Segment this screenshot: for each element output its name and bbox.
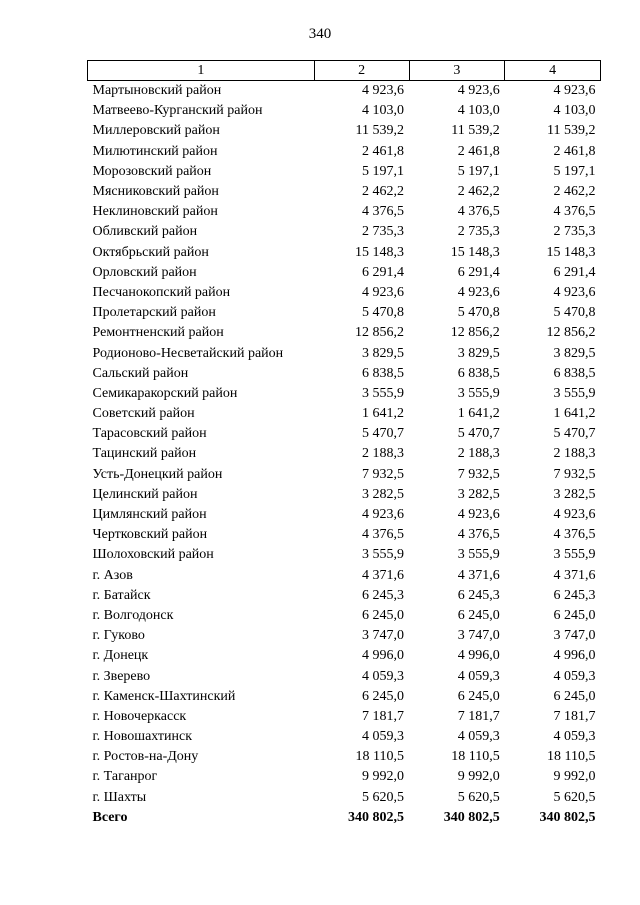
row-value-2: 18 110,5: [355, 749, 404, 765]
row-label: Целинский район: [92, 486, 198, 502]
table-row: [88, 384, 601, 404]
table-row: [88, 788, 601, 808]
row-value-3: 3 747,0: [457, 628, 500, 644]
row-value-2: 4 376,5: [362, 527, 404, 543]
table-row: [88, 707, 601, 727]
table-row: [88, 243, 601, 263]
row-value-4: 5 620,5: [553, 789, 596, 805]
column-header-4: 4: [505, 61, 601, 81]
row-value-4: 2 735,3: [553, 224, 596, 240]
table-row: [88, 444, 601, 464]
row-value-3: 9 992,0: [457, 769, 500, 785]
row-value-3: 18 110,5: [451, 749, 500, 765]
row-value-2: 4 059,3: [362, 668, 404, 684]
row-value-3: 2 462,2: [457, 184, 500, 200]
row-value-4: 18 110,5: [547, 749, 596, 765]
table-row: [88, 222, 601, 242]
row-value-3: 4 376,5: [457, 527, 500, 543]
total-label: Всего: [92, 809, 128, 825]
row-value-4: 4 059,3: [553, 668, 596, 684]
row-label: Тарасовский район: [92, 426, 207, 442]
row-label: Семикаракорский район: [92, 385, 238, 401]
row-value-3: 3 555,9: [457, 547, 500, 563]
row-label: г. Новошахтинск: [92, 729, 193, 745]
row-value-4: 7 932,5: [553, 466, 596, 482]
row-value-3: 4 371,6: [457, 567, 500, 583]
row-value-2: 9 992,0: [362, 769, 404, 785]
row-value-3: 3 555,9: [457, 385, 500, 401]
total-value-3: 340 802,5: [443, 809, 500, 825]
row-value-2: 11 539,2: [355, 123, 404, 139]
row-label: г. Новочеркасск: [92, 708, 187, 724]
row-value-3: 3 282,5: [457, 486, 500, 502]
row-value-4: 6 245,3: [553, 587, 596, 603]
row-label: Мясниковский район: [92, 184, 219, 200]
row-value-2: 3 555,9: [362, 385, 404, 401]
row-value-4: 1 641,2: [553, 406, 596, 422]
row-value-4: 2 188,3: [553, 446, 596, 462]
row-value-2: 3 747,0: [362, 628, 404, 644]
row-value-2: 4 376,5: [362, 204, 404, 220]
table-row: [88, 303, 601, 323]
row-label: г. Ростов-на-Дону: [92, 749, 199, 765]
row-value-3: 4 923,6: [457, 507, 500, 523]
column-header-3: 3: [409, 61, 505, 81]
row-value-2: 2 188,3: [362, 446, 404, 462]
table-row: [88, 263, 601, 283]
row-value-3: 5 197,1: [457, 163, 500, 179]
table-row: [88, 182, 601, 202]
row-value-2: 5 620,5: [362, 789, 404, 805]
row-label: Тацинский район: [92, 446, 197, 462]
row-value-3: 4 059,3: [457, 729, 500, 745]
row-value-2: 3 282,5: [362, 486, 404, 502]
table-row: [88, 626, 601, 646]
table-row: [88, 465, 601, 485]
row-value-3: 5 470,7: [457, 426, 500, 442]
row-value-2: 1 641,2: [362, 406, 404, 422]
row-label: Усть-Донецкий район: [92, 466, 223, 482]
row-value-3: 5 470,8: [457, 305, 500, 321]
table-row: [88, 727, 601, 747]
row-label: Шолоховский район: [92, 547, 214, 563]
row-label: Сальский район: [92, 365, 189, 381]
table-row: [88, 586, 601, 606]
row-value-4: 3 829,5: [553, 345, 596, 361]
row-value-2: 15 148,3: [355, 244, 404, 260]
row-value-3: 1 641,2: [457, 406, 500, 422]
row-value-3: 6 245,0: [457, 607, 500, 623]
table-row: [88, 364, 601, 384]
row-value-3: 2 461,8: [457, 143, 500, 159]
table-row: [88, 142, 601, 162]
row-label: г. Гуково: [92, 628, 145, 644]
row-value-4: 6 245,0: [553, 688, 596, 704]
row-label: Неклиновский район: [92, 204, 218, 220]
row-value-3: 6 291,4: [457, 264, 500, 280]
row-value-4: 2 462,2: [553, 184, 596, 200]
row-value-3: 4 923,6: [457, 284, 500, 300]
table-row: [88, 687, 601, 707]
row-value-4: 2 461,8: [553, 143, 596, 159]
row-label: г. Донецк: [92, 648, 149, 664]
row-value-2: 4 923,6: [362, 507, 404, 523]
row-label: г. Таганрог: [92, 769, 158, 785]
row-value-4: 4 059,3: [553, 729, 596, 745]
row-value-3: 2 188,3: [457, 446, 500, 462]
row-value-4: 4 923,6: [553, 507, 596, 523]
row-value-4: 3 555,9: [553, 547, 596, 563]
row-value-2: 4 059,3: [362, 729, 404, 745]
table-row: [88, 283, 601, 303]
row-value-2: 5 197,1: [362, 163, 404, 179]
row-label: Чертковский район: [92, 527, 208, 543]
table-row: [88, 767, 601, 787]
row-label: г. Батайск: [92, 587, 151, 603]
row-value-3: 7 932,5: [457, 466, 500, 482]
row-value-3: 6 245,0: [457, 688, 500, 704]
row-value-3: 15 148,3: [450, 244, 500, 260]
row-label: Песчанокопский район: [92, 284, 231, 300]
table-row: [88, 202, 601, 222]
table-row: [88, 545, 601, 565]
row-label: Милютинский район: [92, 143, 218, 159]
row-value-3: 2 735,3: [457, 224, 500, 240]
row-value-2: 4 996,0: [362, 648, 404, 664]
row-value-4: 7 181,7: [553, 708, 596, 724]
row-value-4: 5 470,8: [553, 305, 596, 321]
row-value-4: 3 282,5: [553, 486, 596, 502]
row-label: Октябрьский район: [92, 244, 209, 260]
table-row: [88, 162, 601, 182]
row-label: Ремонтненский район: [92, 325, 224, 341]
row-value-2: 7 181,7: [362, 708, 404, 724]
row-label: Мартыновский район: [92, 83, 222, 99]
row-value-4: 3 555,9: [553, 385, 596, 401]
page-number: 340: [308, 26, 332, 42]
total-value-4: 340 802,5: [539, 809, 596, 825]
row-value-3: 7 181,7: [457, 708, 500, 724]
row-label: г. Волгодонск: [92, 607, 174, 623]
row-value-4: 15 148,3: [546, 244, 596, 260]
table-row: [88, 666, 601, 686]
row-value-3: 4 103,0: [457, 103, 500, 119]
row-value-2: 3 829,5: [362, 345, 404, 361]
row-value-2: 6 291,4: [362, 264, 404, 280]
row-value-4: 4 996,0: [553, 648, 596, 664]
table-row: [88, 323, 601, 343]
row-value-2: 4 923,6: [362, 83, 404, 99]
row-value-3: 4 996,0: [457, 648, 500, 664]
row-value-2: 12 856,2: [355, 325, 404, 341]
row-value-4: 5 470,7: [553, 426, 596, 442]
row-label: Орловский район: [92, 264, 197, 280]
row-label: Морозовский район: [92, 163, 212, 179]
table-row: [88, 485, 601, 505]
table-row: [88, 101, 601, 121]
row-label: г. Шахты: [92, 789, 147, 805]
row-value-2: 2 461,8: [362, 143, 404, 159]
row-value-2: 6 245,0: [362, 688, 404, 704]
row-value-2: 4 371,6: [362, 567, 404, 583]
row-value-2: 5 470,8: [362, 305, 404, 321]
column-header-1: 1: [88, 61, 315, 81]
row-value-3: 4 376,5: [457, 204, 500, 220]
row-value-3: 6 838,5: [457, 365, 500, 381]
row-label: г. Каменск-Шахтинский: [92, 688, 236, 704]
row-label: г. Зверево: [92, 668, 151, 684]
row-value-4: 5 197,1: [553, 163, 596, 179]
row-value-4: 9 992,0: [553, 769, 596, 785]
row-value-4: 4 376,5: [553, 204, 596, 220]
row-value-3: 4 059,3: [457, 668, 500, 684]
row-value-4: 4 103,0: [553, 103, 596, 119]
row-value-2: 4 923,6: [362, 284, 404, 300]
row-label: Матвеево-Курганский район: [92, 103, 263, 119]
total-row: [88, 808, 601, 828]
row-label: Цимлянский район: [92, 507, 207, 523]
table-row: [88, 404, 601, 424]
table-header-row: [88, 61, 601, 81]
row-value-4: 12 856,2: [546, 325, 596, 341]
row-label: Обливский район: [92, 224, 198, 240]
row-value-2: 2 462,2: [362, 184, 404, 200]
row-value-2: 2 735,3: [362, 224, 404, 240]
table-row: [88, 747, 601, 767]
row-value-3: 12 856,2: [450, 325, 500, 341]
table-row: [88, 81, 601, 102]
row-value-3: 3 829,5: [457, 345, 500, 361]
row-value-3: 6 245,3: [457, 587, 500, 603]
table-row: [88, 525, 601, 545]
row-value-3: 4 923,6: [457, 83, 500, 99]
row-label: Миллеровский район: [92, 123, 220, 139]
row-value-4: 4 923,6: [553, 284, 596, 300]
row-value-3: 5 620,5: [457, 789, 500, 805]
row-label: Советский район: [92, 406, 195, 422]
row-value-4: 3 747,0: [553, 628, 596, 644]
row-value-3: 11 539,2: [451, 123, 500, 139]
table-row: [88, 424, 601, 444]
row-value-2: 5 470,7: [362, 426, 404, 442]
total-value-2: 340 802,5: [348, 809, 404, 825]
table-row: [88, 343, 601, 363]
row-value-2: 6 245,0: [362, 607, 404, 623]
row-value-2: 6 245,3: [362, 587, 404, 603]
row-value-4: 11 539,2: [547, 123, 596, 139]
row-value-4: 4 371,6: [553, 567, 596, 583]
row-value-4: 6 245,0: [553, 607, 596, 623]
budget-table: [87, 60, 601, 828]
row-value-4: 4 376,5: [553, 527, 596, 543]
table-row: [88, 566, 601, 586]
row-value-2: 7 932,5: [362, 466, 404, 482]
table-row: [88, 505, 601, 525]
row-value-4: 4 923,6: [553, 83, 596, 99]
row-value-2: 3 555,9: [362, 547, 404, 563]
row-value-2: 6 838,5: [362, 365, 404, 381]
table-row: [88, 646, 601, 666]
row-value-4: 6 291,4: [553, 264, 596, 280]
column-header-2: 2: [314, 61, 409, 81]
row-label: г. Азов: [92, 567, 133, 583]
row-value-2: 4 103,0: [362, 103, 404, 119]
table-row: [88, 121, 601, 141]
row-label: Родионово-Несветайский район: [92, 345, 284, 361]
row-value-4: 6 838,5: [553, 365, 596, 381]
row-label: Пролетарский район: [92, 305, 216, 321]
table-row: [88, 606, 601, 626]
